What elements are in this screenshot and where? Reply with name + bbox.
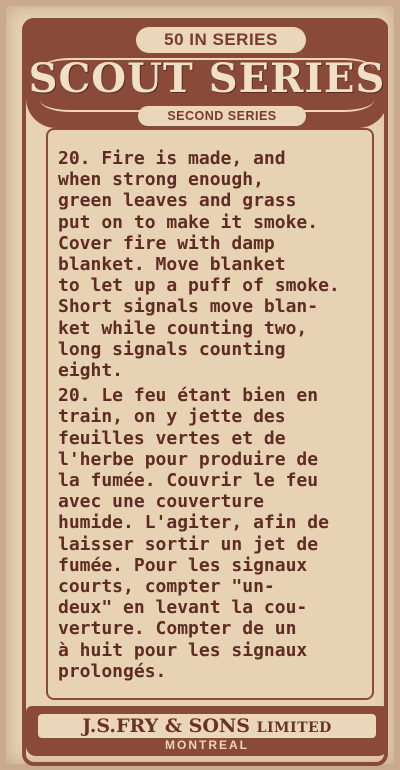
- card-footer: [26, 706, 388, 756]
- series-count-label: 50 IN SERIES: [136, 27, 306, 53]
- maker-city: MONTREAL: [165, 738, 249, 752]
- card-subtitle: SECOND SERIES: [138, 106, 306, 126]
- text-panel: [46, 128, 374, 700]
- card-header: [26, 20, 388, 128]
- french-paragraph: 20. Le feu étant bien en train, on y jette des feuilles vertes et de l'herbe pour produire de la fumée. Couvrir le feu avec une couverture humide. L'agiter, afin de laisser sortir un jet de fumée. Pour les signaux courts, compter "un- deux" en levant la cou- verture. Compter de un à huit pour les signaux prolongés.: [58, 385, 329, 682]
- maker-name-text: J.S.FRY & SONS: [82, 715, 250, 737]
- card-title: SCOUT SERIES: [28, 55, 386, 102]
- cigarette-card: [6, 6, 394, 764]
- english-paragraph: 20. Fire is made, and when strong enough, green leaves and grass put on to make it smoke. Cover fire with damp blanket. Move blanket to let up a puff of smoke. Short signals move blan- ket while counting two, long signals counting eight.: [58, 148, 340, 382]
- maker-suffix: LIMITED: [256, 720, 332, 736]
